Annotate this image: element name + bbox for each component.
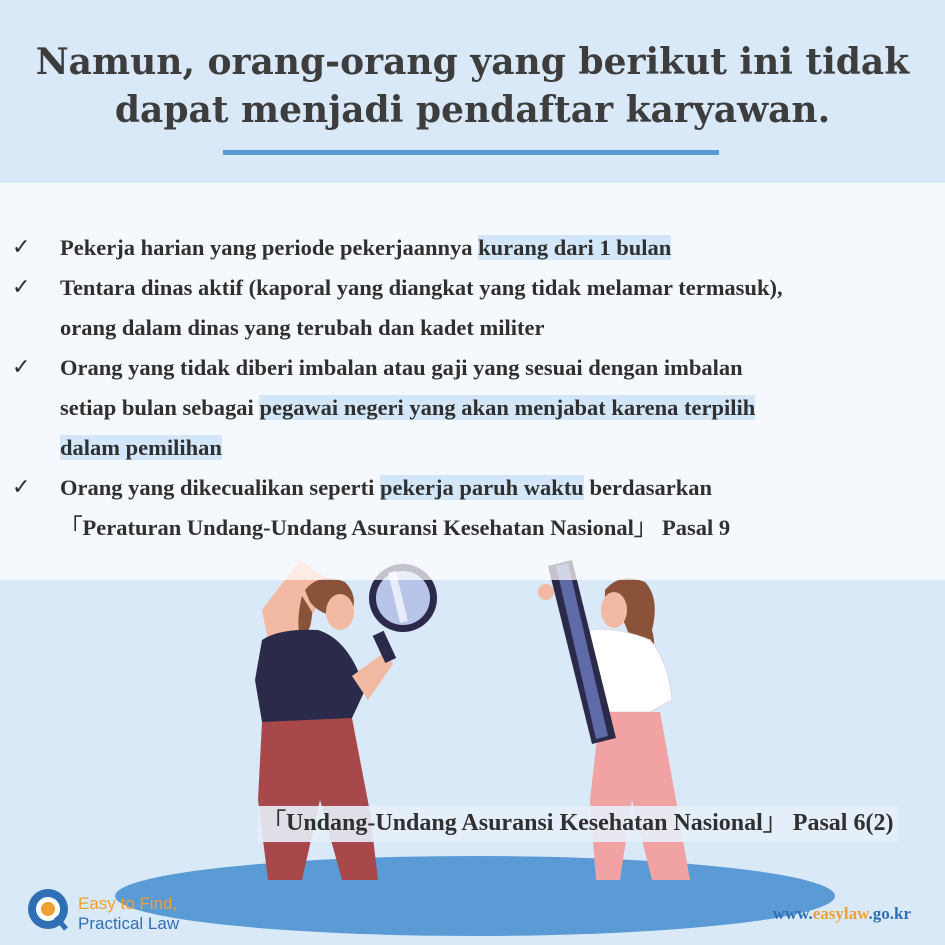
logo-text [78, 894, 179, 934]
item-text: berdasarkan [583, 475, 712, 500]
list-item [0, 268, 945, 348]
title-line-2: dapat menjadi pendaftar karyawan. [114, 89, 831, 131]
page-title [0, 38, 945, 134]
exclusion-list [0, 228, 945, 548]
item-highlight: pekerja paruh waktu [380, 475, 584, 500]
list-item [0, 348, 945, 468]
logo-line-2: Practical Law [78, 914, 180, 933]
list-item [0, 468, 945, 548]
item-text: Pekerja harian yang periode pekerjaannya [60, 235, 479, 260]
checkmark-icon: ✓ [12, 275, 31, 300]
item-highlight: pegawai negeri yang akan menjabat karena terpilih [259, 395, 756, 420]
logo-line-1: Easy to Find, [78, 894, 178, 913]
url-prefix: www. [772, 904, 813, 923]
law-reference: 「Undang-Undang Asuransi Kesehatan Nasional」 Pasal 6(2) [258, 806, 897, 842]
checkmark-icon: ✓ [12, 235, 31, 260]
left-hand [538, 584, 554, 600]
url-brand: easylaw [812, 904, 869, 923]
checkmark-icon: ✓ [12, 355, 31, 380]
item-text: Orang yang tidak diberi imbalan atau gaji yang sesuai dengan imbalan [60, 355, 743, 380]
item-text: Orang yang dikecualikan seperti [60, 475, 381, 500]
url-suffix: .go.kr [868, 904, 911, 923]
checkmark-icon: ✓ [12, 475, 31, 500]
title-underline [223, 150, 719, 155]
list-item [0, 228, 945, 268]
website-url[interactable] [773, 904, 911, 924]
ground-ellipse [115, 856, 835, 936]
item-text: setiap bulan sebagai [60, 395, 260, 420]
item-highlight: dalam pemilihan [60, 435, 222, 460]
item-text: Tentara dinas aktif (kaporal yang diangkat yang tidak melamar termasuk), [60, 275, 783, 300]
item-text: orang dalam dinas yang terubah dan kadet militer [60, 315, 545, 340]
title-line-1: Namun, orang-orang yang berikut ini tidak [35, 41, 910, 83]
item-highlight: kurang dari 1 bulan [478, 235, 672, 260]
item-text: 「Peraturan Undang-Undang Asuransi Kesehatan Nasional」 Pasal 9 [60, 515, 731, 540]
